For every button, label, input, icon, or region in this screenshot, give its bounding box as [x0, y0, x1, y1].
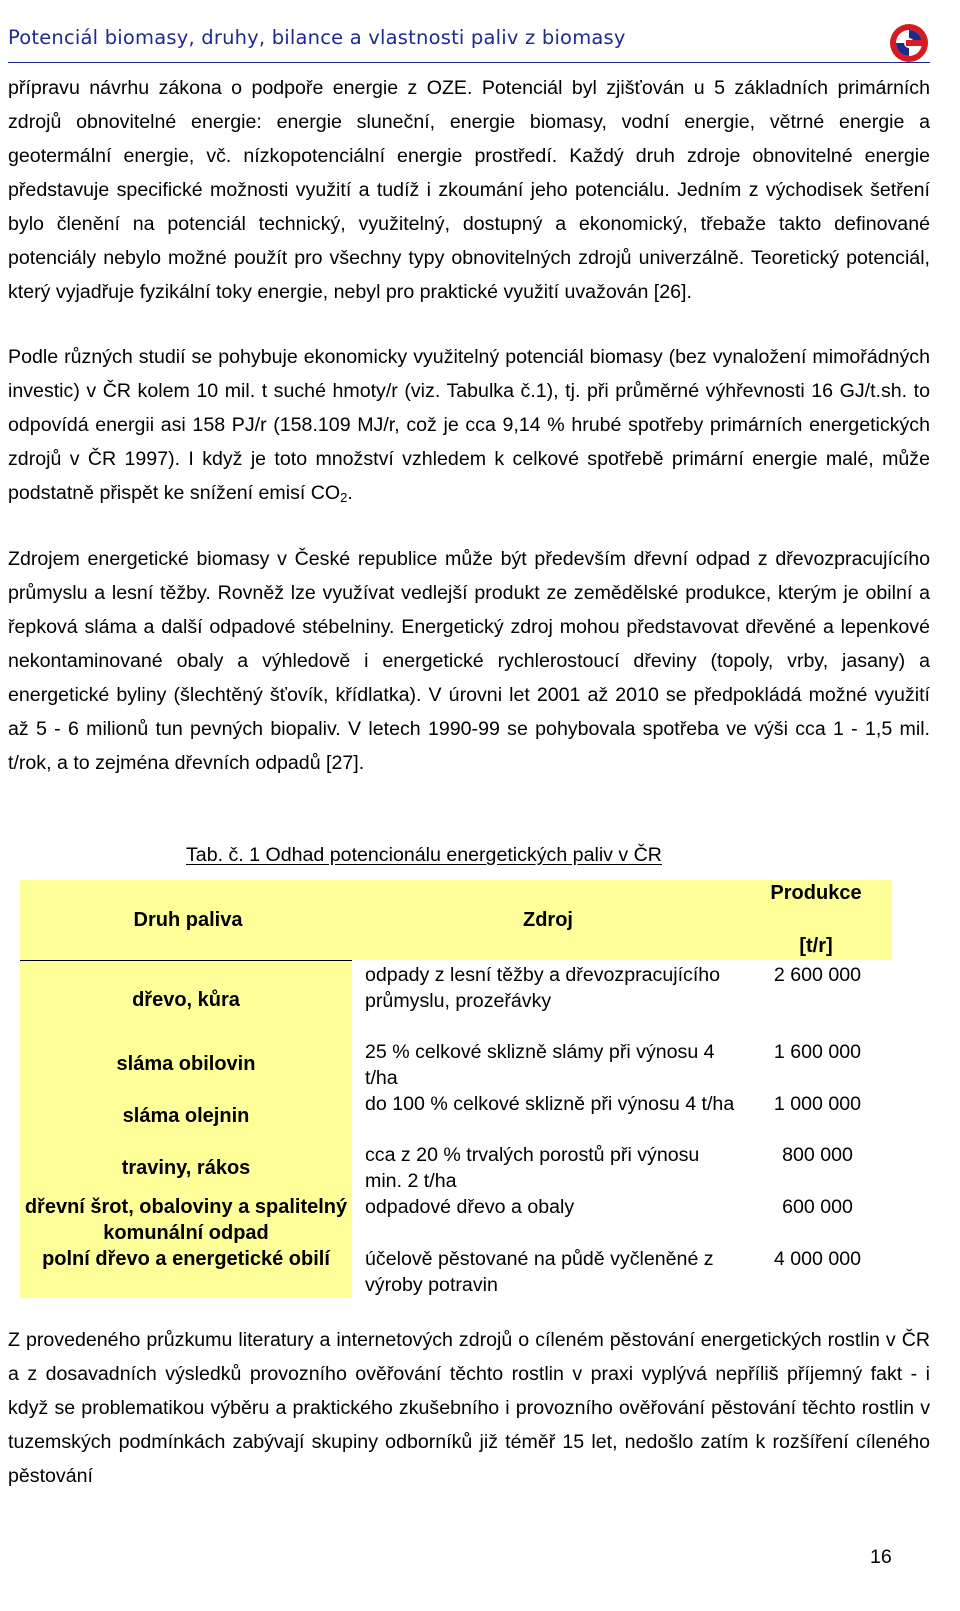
header-zdroj: Zdroj — [523, 908, 573, 931]
table-cell-zdroj: odpadové dřevo a obaly — [365, 1196, 575, 1218]
table-cell-produkce: 600 000 — [782, 1196, 853, 1218]
page-number: 16 — [870, 1546, 892, 1568]
logo-icon — [888, 22, 930, 64]
table-cell-druh: sláma obilovin — [116, 1053, 256, 1075]
paragraph-end: . — [347, 482, 353, 504]
table-cell-druh: polní dřevo a energetické obilí — [42, 1248, 330, 1270]
paragraph-osnova — [8, 71, 930, 309]
table-cell-zdroj: do 100 % celkové sklizně při výnosu 4 t/ha — [365, 1093, 735, 1115]
table-caption: Tab. č. 1 Odhad potencionálu energetických paliv v ČR — [186, 844, 662, 866]
paragraph-text: Z provedeného průzkumu literatury a internetových zdrojů o cíleném pěstování energetických rostlin v ČR a z dosavadních výsledků provozního ověřování těchto rostlin v praxi vyplývá nepříliš příjemný fakt - i když se problematikou výběru a praktického zkušebního i provozního ověřování pěstování těchto rostlin v tuzemských podmínkách zabývají skupiny odborníků již téměř 15 let, nedošlo zatím k rozšíření cíleného pěstování — [8, 1329, 930, 1487]
paragraph-potencial — [8, 340, 930, 510]
table-cell-produkce: 800 000 — [782, 1144, 853, 1166]
table-cell-zdroj: 25 % celkové sklizně slámy při výnosu 4 t/ha — [365, 1041, 715, 1089]
table-cell-druh: dřevo, kůra — [132, 989, 240, 1011]
header-title: Potenciál biomasy, druhy, bilance a vlastnosti paliv z biomasy — [8, 26, 626, 49]
table-cell-produkce: 4 000 000 — [773, 1248, 862, 1270]
table-cell-zdroj: účelově pěstované na půdě vyčleněné z výroby potravin — [365, 1248, 714, 1296]
paragraph-zdroje — [8, 542, 930, 780]
table-header-row — [20, 880, 892, 960]
table-cell-druh: sláma olejnin — [122, 1105, 250, 1127]
header-produkce-label: Produkce — [770, 882, 862, 904]
table-cell-produkce: 2 600 000 — [773, 964, 862, 986]
header-produkce — [740, 880, 892, 960]
paragraph-text: Zdrojem energetické biomasy v České republice může být především dřevní odpad z dřevozpracujícího průmyslu a lesní těžby. Rovněž lze využívat vedlejší produkt ze zemědělské produkce, kterým je obilní a řepková sláma a další odpadové stébelniny. Energetický zdroj mohou představovat dřevěné a lepenkové nekontaminované obaly a výhledově i energetické rychlerostoucí dřeviny (topoly, vrby, jasany) a energetické byliny (šlechtěný šťovík, křídlatka). V úrovni let 2001 až 2010 se předpokládá možné využití až 5 - 6 milionů tun pevných biopaliv. V letech 1990-99 se pohybovala spotřeba ve výši cca 1 - 1,5 mil. t/rok, a to zejména dřevních odpadů [27]. — [8, 548, 930, 774]
paragraph-pruzkum — [8, 1323, 930, 1493]
table-cell-zdroj: cca z 20 % trvalých porostů při výnosu min. 2 t/ha — [365, 1144, 700, 1192]
table-cell-zdroj: odpady z lesní těžby a dřevozpracujícího průmyslu, prozeřávky — [365, 964, 721, 1012]
page-header — [8, 20, 930, 63]
table-cell-druh: dřevní šrot, obaloviny a spalitelný komunální odpad — [24, 1196, 348, 1244]
paragraph-text: přípravu návrhu zákona o podpoře energie z OZE. Potenciál byl zjišťován u 5 základních primárních zdrojů obnovitelné energie: energie sluneční, energie biomasy, vodní energie, větrné energie a geotermální energie, vč. nízkopotenciální energie prostředí. Každý druh zdroje obnovitelné energie představuje specifické možnosti využití a tudíž i zkoumání jeho potenciálu. Jedním z východisek šetření bylo členění na potenciál technický, využitelný, dostupný a ekonomický, třebaže takto definované potenciály nebylo možné použít pro všechny typy obnovitelných zdrojů univerzálně. Teoretický potenciál, který vyjadřuje fyzikální toky energie, nebyl pro praktické využití uvažován [26]. — [8, 77, 930, 303]
header-produkce-unit: [t/r] — [799, 935, 833, 957]
paragraph-main: Podle různých studií se pohybuje ekonomicky využitelný potenciál biomasy (bez vynaložení mimořádných investic) v ČR kolem 10 mil. t suché hmoty/r (viz. Tabulka č.1), tj. při průměrné výhřevnosti 16 GJ/t.sh. to odpovídá energii asi 158 PJ/r (158.109 MJ/r, což je cca 9,14 % hrubé spotřeby primárních energetických zdrojů v ČR 1997). I když je toto množství vzhledem k celkové spotřebě primární energie malé, může podstatně přispět ke snížení emisí CO — [8, 346, 930, 504]
subscript-2: 2 — [340, 490, 348, 505]
header-druh-paliva: Druh paliva — [133, 908, 243, 931]
table-cell-druh: traviny, rákos — [121, 1157, 251, 1179]
table-cell-produkce: 1 000 000 — [773, 1093, 862, 1115]
paragraph-text — [8, 340, 930, 510]
table-cell-produkce: 1 600 000 — [773, 1041, 862, 1063]
